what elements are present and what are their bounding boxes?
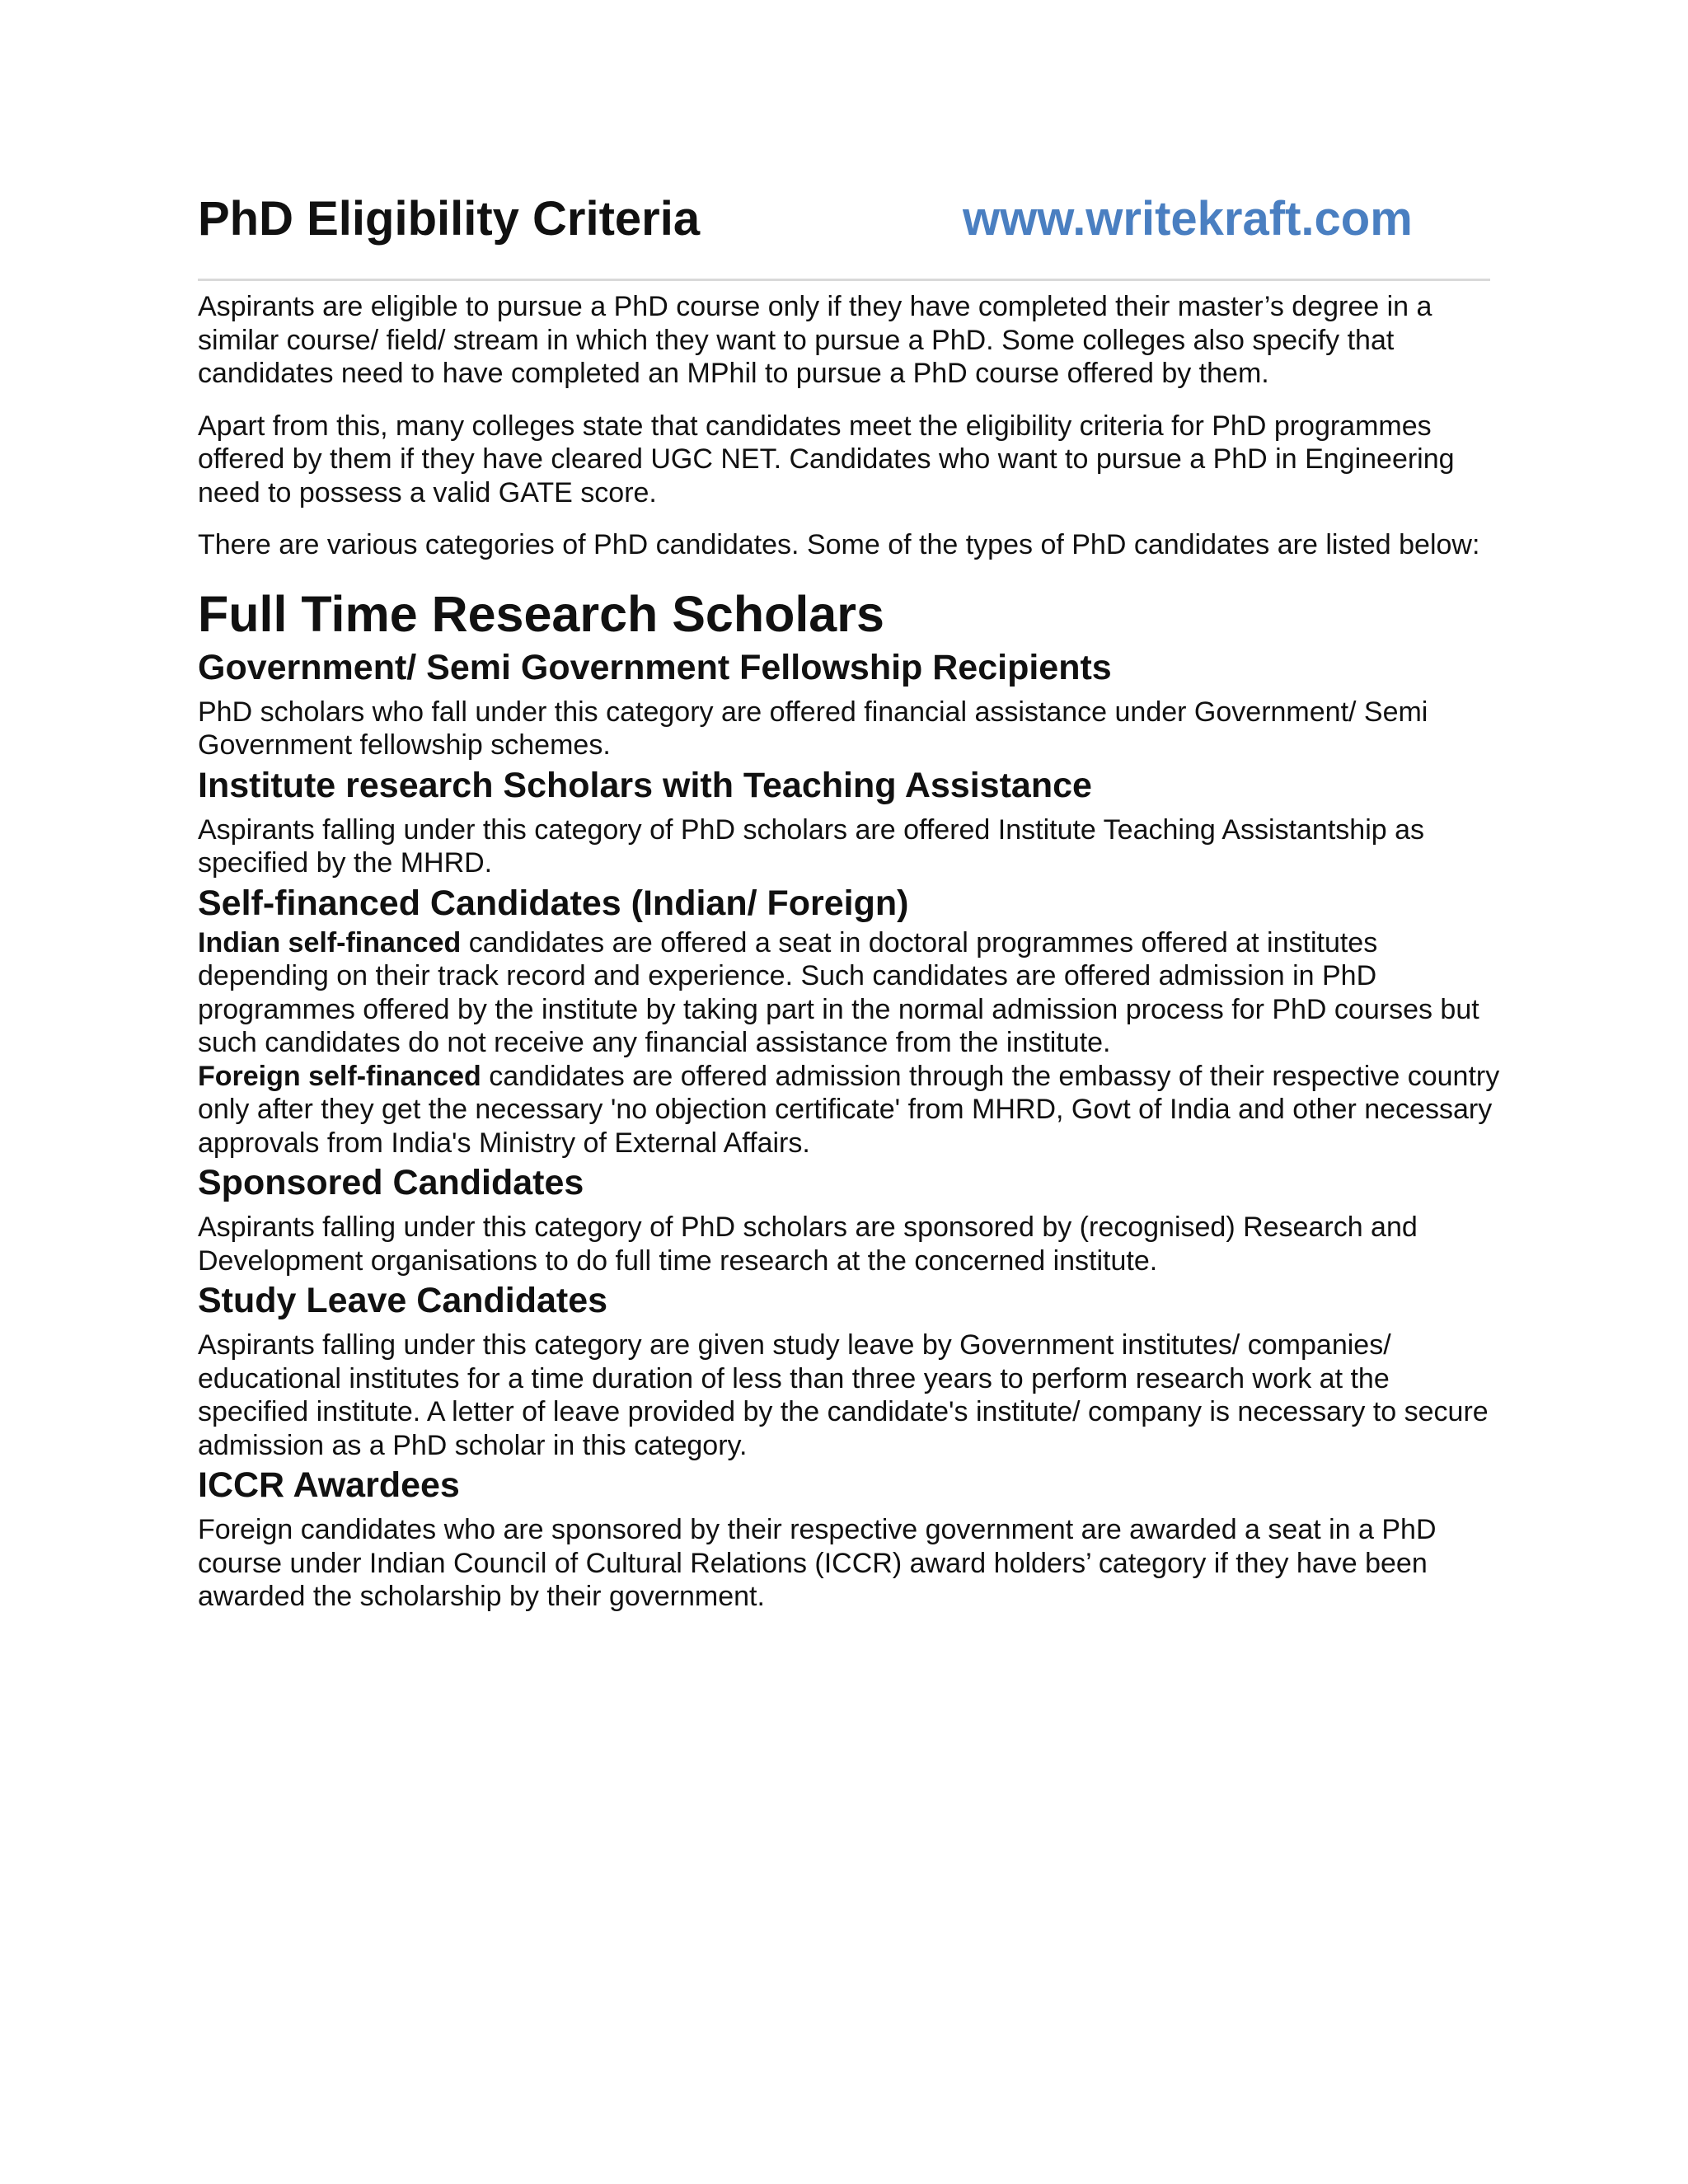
page-title: PhD Eligibility Criteria bbox=[198, 192, 701, 246]
intro-paragraph-3: There are various categories of PhD candidates. Some of the types of PhD candidates are listed below: bbox=[198, 529, 1480, 560]
category-text-fellowship: PhD scholars who fall under this category are offered financial assistance under Government/ Semi Government fellowship schemes. bbox=[198, 696, 1428, 761]
indian-self-financed-lead: Indian self-financed bbox=[198, 926, 462, 958]
category-heading-fellowship: Government/ Semi Government Fellowship Recipients bbox=[198, 647, 1112, 687]
section-title: Full Time Research Scholars bbox=[198, 585, 884, 642]
category-text-indian-self-financed bbox=[198, 926, 1500, 1060]
category-heading-iccr: ICCR Awardees bbox=[198, 1465, 460, 1505]
document-body bbox=[198, 290, 1500, 1614]
category-text-iccr: Foreign candidates who are sponsored by their respective government are awarded a seat in a PhD course under Indian Council of Cultural Relations (ICCR) award holders’ category if they have been awarded the scholarship by their government. bbox=[198, 1514, 1437, 1612]
intro-paragraph-2: Apart from this, many colleges state that candidates meet the eligibility criteria for PhD programmes offered by them if they have cleared UGC NET. Candidates who want to pursue a PhD in Engineering need to possess a valid GATE score. bbox=[198, 410, 1455, 509]
category-text-foreign-self-financed bbox=[198, 1060, 1500, 1160]
category-text-sponsored: Aspirants falling under this category of PhD scholars are sponsored by (recognised) Research and Development organisations to do full time research at the concerned institute. bbox=[198, 1212, 1418, 1277]
category-text-study-leave: Aspirants falling under this category are given study leave by Government institutes/ companies/ educational institutes for a time duration of less than three years to perform research work at the specified institute. A letter of leave provided by the candidate's institute/ company is necessary to secure admission as a PhD scholar in this category. bbox=[198, 1329, 1489, 1461]
intro-paragraph-1: Aspirants are eligible to pursue a PhD course only if they have completed their master’s degree in a similar course/ field/ stream in which they want to pursue a PhD. Some colleges also specify that candidates need to have completed an MPhil to pursue a PhD course offered by them. bbox=[198, 291, 1432, 389]
category-heading-teaching-assistance: Institute research Scholars with Teaching Assistance bbox=[198, 765, 1092, 805]
page-header bbox=[198, 191, 1500, 257]
category-heading-self-financed: Self-financed Candidates (Indian/ Foreign) bbox=[198, 883, 909, 923]
header-divider bbox=[198, 279, 1490, 281]
category-heading-sponsored: Sponsored Candidates bbox=[198, 1163, 584, 1202]
category-text-teaching-assistance: Aspirants falling under this category of PhD scholars are offered Institute Teaching Assistantship as specified by the MHRD. bbox=[198, 813, 1425, 879]
foreign-self-financed-lead: Foreign self-financed bbox=[198, 1060, 481, 1092]
indian-self-financed-text: candidates are offered a seat in doctoral programmes offered at institutes depending on their track record and experience. Such candidates are offered admission in PhD programmes offered by the institute by taking part in the normal admission process for PhD courses but such candidates do not receive any financial assistance from the institute. bbox=[198, 926, 1479, 1058]
website-link[interactable]: www.writekraft.com bbox=[963, 192, 1413, 246]
category-heading-study-leave: Study Leave Candidates bbox=[198, 1281, 608, 1320]
foreign-self-financed-text: candidates are offered admission through the embassy of their respective country only after they get the necessary 'no objection certificate' from MHRD, Govt of India and other necessary approvals from India's Ministry of External Affairs. bbox=[198, 1060, 1500, 1159]
